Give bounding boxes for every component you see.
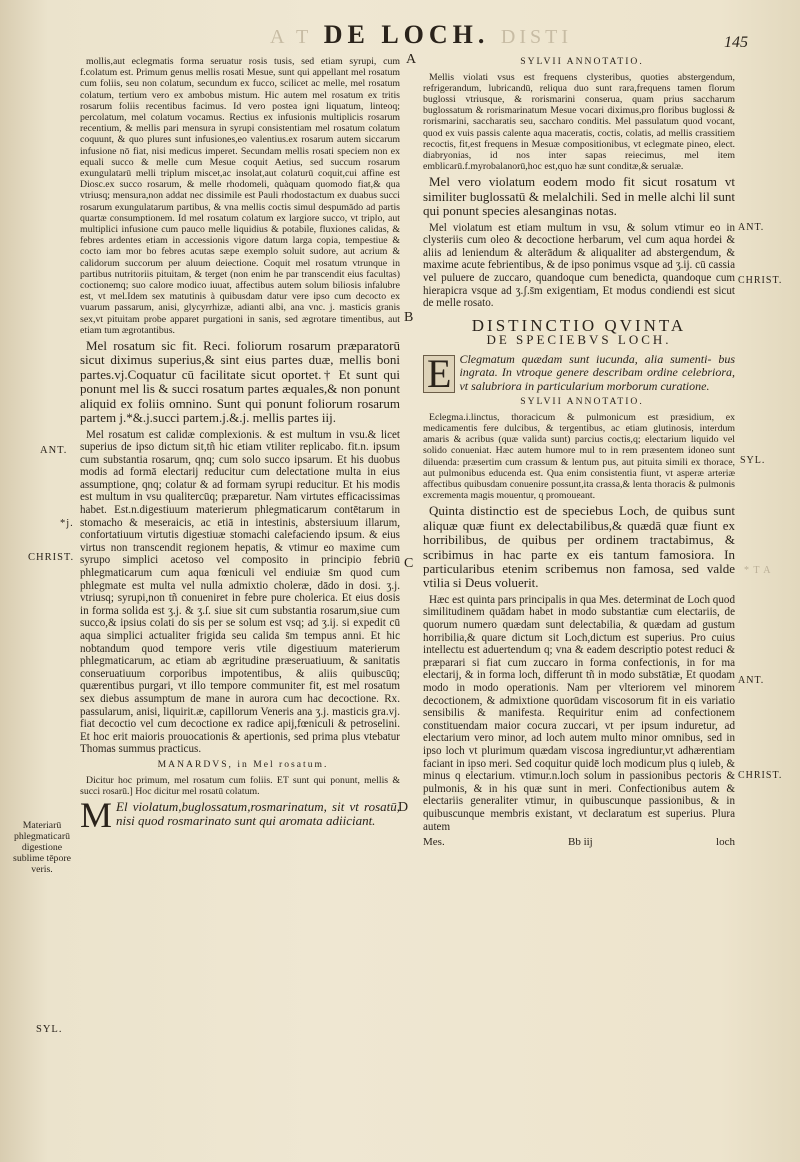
left-para-2: Mel rosatum sic fit. Reci. foliorum rosarum præparatorū sicut diximus superius,& sint eius partes duæ, mellis boni partes.vj.Coquatur cū facilitate sicut oportet.† Et sunt qui ponunt mel lis & succi rosatum partes æquales,& non ponunt aliquid ex foliis omnino. Sunt qui ponunt foliorum rosarum partem j.*&.j.succi partem.j.&.j. mellis partes iij. xyxy=(80,338,400,426)
margin-christ-right-1: CHRIST. xyxy=(738,275,783,286)
right-para-4: Eclegma.i.linctus, thoracicum & pulmonicum est præsidium, ex medicamentis fere dulcibus, & tergentibus, ac etiam glutinosis, interdum amaris & acribus (quæ valida sunt) parcius coctis,q; electarium liquido vel solido conueniat. Hæc autem humore mul to in rem præsentem idoneo sunt diluenda: præsertim cum crassum & lentum pus, aut pituita simili ex thorace, aut pulmonibus educenda est. Qua enim consistentia fiunt, vt asperæ arteriæ affectibus quibusdam conuenire possunt,ita crassa,& lenta thoracis & pulmonis excrementa magis mouentur, q promoueant. xyxy=(423,411,735,502)
drop-cap-e: E xyxy=(423,355,455,393)
right-para-5: Quinta distinctio est de speciebus Loch, de quibus sunt aliquæ quæ fiunt ex delectabilibus,& quædā quæ fiunt ex horribilibus, de quibus per ordinem tractabimus, & scribimus in hac parte ex eis tantum famosiora. In particularibus etenim scribemus non famosa, sed valde vtilia si Deus voluerit. xyxy=(423,503,735,591)
section-marker-d: D xyxy=(398,800,409,815)
manardus-heading: MANARDVS, in Mel rosatum. xyxy=(157,758,329,770)
intro-text: Clegmatum quædam sunt iucunda, alia sumenti- bus ingrata. In vtroque genere describam ordine celebriora, vt salubriora in particularium morborum curatione. xyxy=(459,351,735,393)
left-para-3: Mel rosatum est calidæ complexionis. & est multum in vsu.& licet superius de ipso dictum sit,tñ hic etiam vtiliter replicabo. fit.n. ipsum cum substantia rosarum, qnq; cum solo succo ipsarum. Et his duobus modis ad formā electarij reducitur cum delectatione multa in eius assumptione, qnq; colatur & ad formam syrupi reducitur. Et his modis est multum in vsu qualitercūq; præparetur. Nam virtutes efficacissimas habet. Est.n.digestiuum materierum phlegmaticarum contētarum in stomacho & meseraicis, ac etiā in intestinis, abstersiuum illarum, confortatiuum virtutis digestiuæ stomachi calefaciendo ipsum. & eius virtus non transcendit regionem hepatis, & vtimur eo maxime cum syrupo simplici acetoso vel composito in principio febriū phlegmaticarum cum aqua fœniculi vel endiuiæ s̄m quod cum phlegmate est multa vel nulla admixtio choleræ, dādo in dosi. ʒ.j. vtriusq; syrupi,non tñ conueniret in febre pure cholerica. Et eius dosis in forma solida est ʒ.j. & ʒ.ſ. siue sit cum substantia rosarum,siue cum succo,& ipsius colati do sis per se solum est vsq; ad ʒ.ij. si expedit cū aqua simplici actualiter frigida seu calida s̄m tempus anni. Et hic nobtandum quod tempore veris vtile digestiuum materierum phlegmaticarum, ac etiam ab ægritudine præseruatiuum, & sanitatis conseruatiuum corporibus impotentibus, & aliis quibuscūq; quærentibus purgari, vt illo tempore communiter fit, est mel rosatum sex diebus assumptum de mane in aurora cum hac decoctione. Rx. passularum, anisi, liquirit.æ, capillorum Veneris ana ʒ.j. masticis gra.vj. fiat decoctio vel cum decoctione ex radice apij,fœniculi & petroselini. Et hoc erit maioris prouocationis & apertionis, sed prima plus vtebatur Thomas summus practicus. xyxy=(80,428,400,756)
margin-christ-right-2: CHRIST. xyxy=(738,770,783,781)
margin-ant-right-2: ANT. xyxy=(738,675,765,686)
drop-cap-m: M xyxy=(80,794,113,835)
right-para-3: Mel violatum est etiam multum in vsu, & solum vtimur eo in clysteriis cum oleo & decoctione herbarum, vel cum aqua hordei & aliis ad leniendum & alterādum & aliqualiter ad abstergendum, & maxime acute febrientibus, & de ipso ponimus vsque ad ʒ.ij. cū cassia vel puluere de zuccaro, quandoque cum benedicta, quandoque cum hierapicra vsque ad ʒ.ʃ.s̄m exigentiam, Et modus condiendi est sicut de melle rosato. xyxy=(423,221,735,310)
catchword-right: loch xyxy=(716,836,735,849)
sylvii-label-1: SYLVII ANNOTATIO. xyxy=(520,56,644,67)
margin-ghost-right: * T A xyxy=(744,565,772,576)
section-marker-a: A xyxy=(406,52,417,67)
right-para-2: Mel vero violatum eodem modo fit sicut rosatum vt similiter buglossatū & melalchili. Sed in melle alchi lil sunt qui ponunt species alesanginas notas. xyxy=(423,174,735,219)
signature-mark: Bb iij xyxy=(567,836,593,849)
ghost-text-right: DISTI xyxy=(500,26,572,48)
left-final-text: El violatum,buglossatum,rosmarinatum, sit vt rosatū, nisi quod rosmarinato sunt qui aromata adiiciant. xyxy=(116,798,400,829)
intro-para xyxy=(423,350,735,396)
page-title: DE LOCH. xyxy=(323,20,490,49)
section-marker-c: C xyxy=(404,556,414,571)
right-para-6: Hæc est quinta pars principalis in qua Mes. determinat de Loch quod similitudinem quādam habet in modo substantiæ cum electariis, de quorum numero quædam sunt delectabilia, & quædam ad gustum horribilia,& quare dictum sit Loch,dictum est superius. Pro cuius intellectu est aduertendum q; vna & eadem descriptio potest reduci & præparari si fiat cum zuccaro in forma confectionis, in for ma electarij, & in forma loch, differunt tñ in modo substātiæ, Et quodam modo in modo operationis. Nam per vlteriorem vel minorem decoctionem, & admixtione quorūdam viscosorum fit in eis variatio sensibilis & manifesta. Requiritur enim ad confectionem constituendam maior cocura zuccari, vt per ipsum induretur, ad electarium vero minor, ad loch autem multo minor omnibus, sed in ipso loch vt plurimum quædam viscosa ingrediuntur,vt adhærentiam faciant in ipso meri. Sed coquitur quidē loch modicum plus q iuleb, & minus q electarium. vtimur.n.loch solum in passionibus pectoris & pulmonis, & in his quæ sunt in meri. Confectionibus autem & electariis generaliter vtimur, in quibuscunque passionibus, & in quibuscunque membris existant, vt declaratum est superius. Plura autem xyxy=(423,593,735,833)
section-marker-b: B xyxy=(404,310,414,325)
margin-syl-right: SYL. xyxy=(740,455,766,466)
manardus-text: Dicitur hoc primum, mel rosatum cum foliis. ET sunt qui ponunt, mellis & succi rosarū.] Hoc dicitur mel rosatū colatum. xyxy=(80,774,400,797)
margin-gloss: Materiarū phlegmaticarū digestione sublime tēpore veris. xyxy=(13,820,71,875)
margin-ant-right-1: ANT. xyxy=(738,222,765,233)
catchword-left: Mes. xyxy=(423,836,445,849)
margin-syl-left: SYL. xyxy=(36,1024,63,1035)
section-title: DISTINCTIO QVINTA xyxy=(471,315,687,335)
left-final-para xyxy=(80,794,400,835)
page-number: 145 xyxy=(724,34,748,51)
sylvii-label-2: SYLVII ANNOTATIO. xyxy=(520,396,644,408)
left-column xyxy=(80,56,400,835)
section-subtitle: DE SPECIEBVS LOCH. xyxy=(486,332,672,348)
margin-mark-j: *j. xyxy=(60,518,74,529)
catchword-line xyxy=(423,836,735,849)
margin-ant-left: ANT. xyxy=(40,445,68,456)
right-column xyxy=(423,56,735,849)
right-para-1: Mellis violati vsus est frequens clysteribus, quoties abstergendum, refrigerandum, lubricandū, reliqua duo sunt rara,frequens tamen florum buglossi vtriusque, & rorismarini conserua, quam prius saccharum buglossatum & rorismarinatum Mesue vocari diximus,pro floribus buglossi & rorismarini, saccharatis seu, saccharo conditis. Mel passulatum quod vocant, quod ex vuis passis calente aqua maceratis, coctis, colatis, ad mellis crassitiem recoctis, fit,est frequens in Mesuæ compositionibus, vt eclegmate pineo, elect. diabryonias, id nos inter sapas reiecimus, mel item emblicarū.f.myrobalanorū,hoc est,quo hæ sunt conditæ,& serualæ. xyxy=(423,71,735,173)
left-para-1: mollis,aut eclegmatis forma seruatur rosis tusis, sed etiam syrupi, cum f.colatum est. Primum genus mellis rosati Mesue, sunt qui appellant mel rosatum cum foliis, seu non colatum, secundum ex fucco, scilicet ac melle, mel rosatum colatum, tertium vero ex ambobus mistum. Hic autem mel rosatum ex tritis rosarum foliis recentibus facimus. Id vero postea igni liquatum, linteoq; percolatum, mel colatum vocamus. Rectius ex infusionis multiplicis rosarum recentium, & mellis pari mensura in syrupi consistentiam mel rosatum colatum coquunt, & quo plures sunt infusiones,eo valentius.ex rosarum autem siccarum infusione nō fiat, nisi medicus imperet. Secundam mellis rosati speciem non ex equali succo & melle cum Mesue coquit Aetius, sed succum rosarum exungulatarū melli triplum miscet,ac insolat,aut colaturū coquit,cui affine est Diosc.ex succo rosarum, & melle rhodomeli, quàquam quomodo fiat,& qua vtriusq; mensura,non addat nec dissimile est Pauli rhodostactum ex duabus succi rosarum exungulatarum partibus, & vna mellis coctis simul despumādo ad partis quartæ consumptionem. Id mel rosatum colatum ex largiore succo, vt triplo, aut multiplici infusione cum pauco melle liquidius & potabile, fluxiones calidas, & febres ardentes etiam in accessionis vigore datum larga copia, tempestiue & cocto iam mor bo febres acutas sæpe exemplo soluit sudore, aut acrium & calidorum succorum per aluum deiectione. Coquit mel rosatum vtrunque in partibus nutritoriis pituitam, & terget (non enim he par transcendit eius facultas) coctionemq; suo calore modico iuuat, affectibus autem solum biliosis infalubre est, vt mel.Idem sex matutinis à quibusdam datur vere ipso cum decocto ex vuarum passarum, anisi, glycyrrhizæ, adianti albi, ana vnc. j. masticis granis sex,vt pituitam probe apparet purgationi in sanis, sed ægrotare timentibus, aut etiam tum ægrotantibus. xyxy=(80,56,400,336)
running-head xyxy=(270,20,670,50)
ghost-text-left: A T xyxy=(270,26,313,48)
margin-christ-left: CHRIST. xyxy=(28,552,75,563)
